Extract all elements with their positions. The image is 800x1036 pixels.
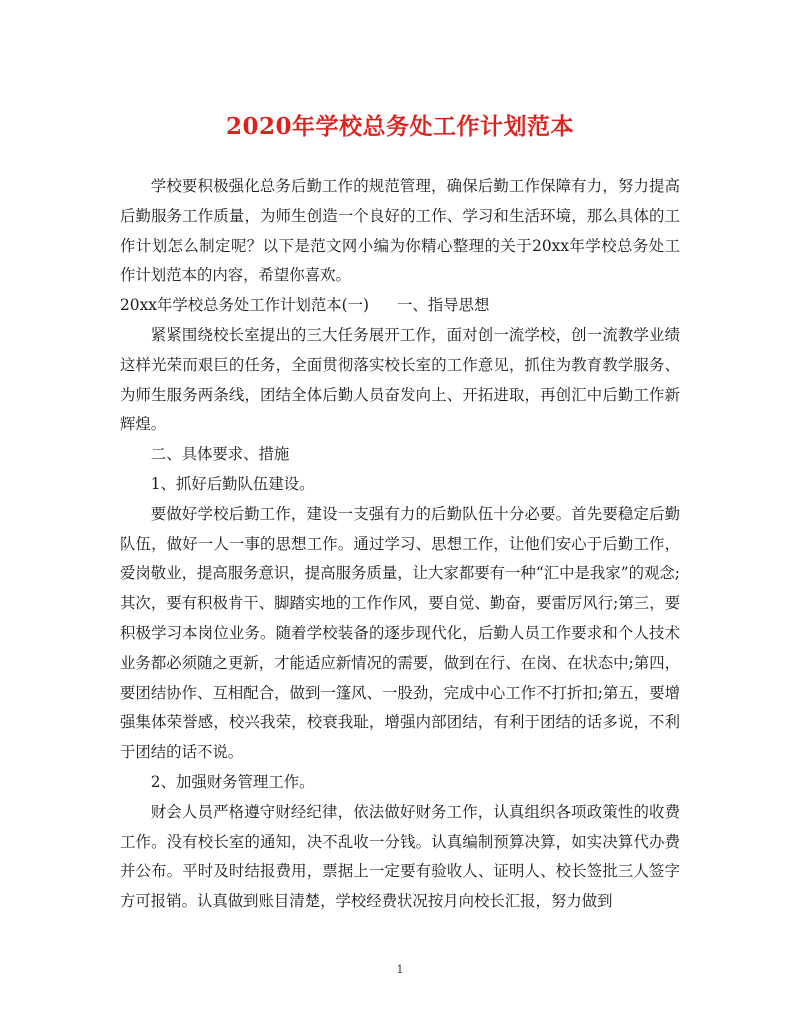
intro-paragraph: 学校要积极强化总务后勤工作的规范管理，确保后勤工作保障有力，努力提高后勤服务工作质量，为师生创造一个良好的工作、学习和生活环境，那么具体的工作计划怎么制定呢？以下是范文网小编为你精心整理的关于20xx年学校总务处工作计划范本的内容，希望你喜欢。 — [120, 177, 680, 285]
part1-heading: 一、指导思想 — [397, 296, 490, 315]
section-heading-line — [120, 291, 680, 321]
item2-heading: 2、加强财务管理工作。 — [150, 772, 315, 791]
part2-heading: 二、具体要求、措施 — [150, 445, 290, 464]
document-title: 2020年学校总务处工作计划范本 — [225, 113, 574, 140]
item1-paragraph: 要做好学校后勤工作，建设一支强有力的后勤队伍十分必要。首先要稳定后勤队伍，做好一人一事的思想工作。通过学习、思想工作，让他们安心于后勤工作，爱岗敬业，提高服务意识，提高服务质量，让大家都要有一种“汇中是我家”的观念;其次，要有积极肯干、脚踏实地的工作作风，要自觉、勤奋，要雷厉风行;第三，要积极学习本岗位业务。随着学校装备的逐步现代化，后勤人员工作要求和个人技术业务都必须随之更新，才能适应新情况的需要，做到在行、在岗、在状态中;第四，要团结协作、互相配合，做到一篷风、一股劲，完成中心工作不打折扣;第五，要增强集体荣誉感，校兴我荣，校衰我耻，增强内部团结，有利于团结的话多说，不利于团结的话不说。 — [120, 504, 680, 762]
item2-paragraph: 财会人员严格遵守财经纪律，依法做好财务工作，认真组织各项政策性的收费工作。没有校长室的通知，决不乱收一分钱。认真编制预算决算，如实决算代办费并公布。平时及时结报费用，票据上一定要有验收人、证明人、校长签批三人签字方可报销。认真做到账目清楚，学校经费状况按月向校长汇报，努力做到 — [120, 802, 680, 911]
page-number: 1 — [396, 963, 404, 976]
item1-heading: 1、抓好后勤队伍建设。 — [150, 474, 315, 493]
part1-paragraph: 紧紧围绕校长室提出的三大任务展开工作，面对创一流学校，创一流教学业绩这样光荣而艰巨的任务，全面贯彻落实校长室的工作意见，抓住为教育教学服务、为师生服务两条线，团结全体后勤人员奋发向上、开拓进取，再创汇中后勤工作新辉煌。 — [120, 325, 680, 434]
document-body — [120, 172, 680, 917]
section-heading: 20xx年学校总务处工作计划范本(一) — [120, 296, 370, 315]
